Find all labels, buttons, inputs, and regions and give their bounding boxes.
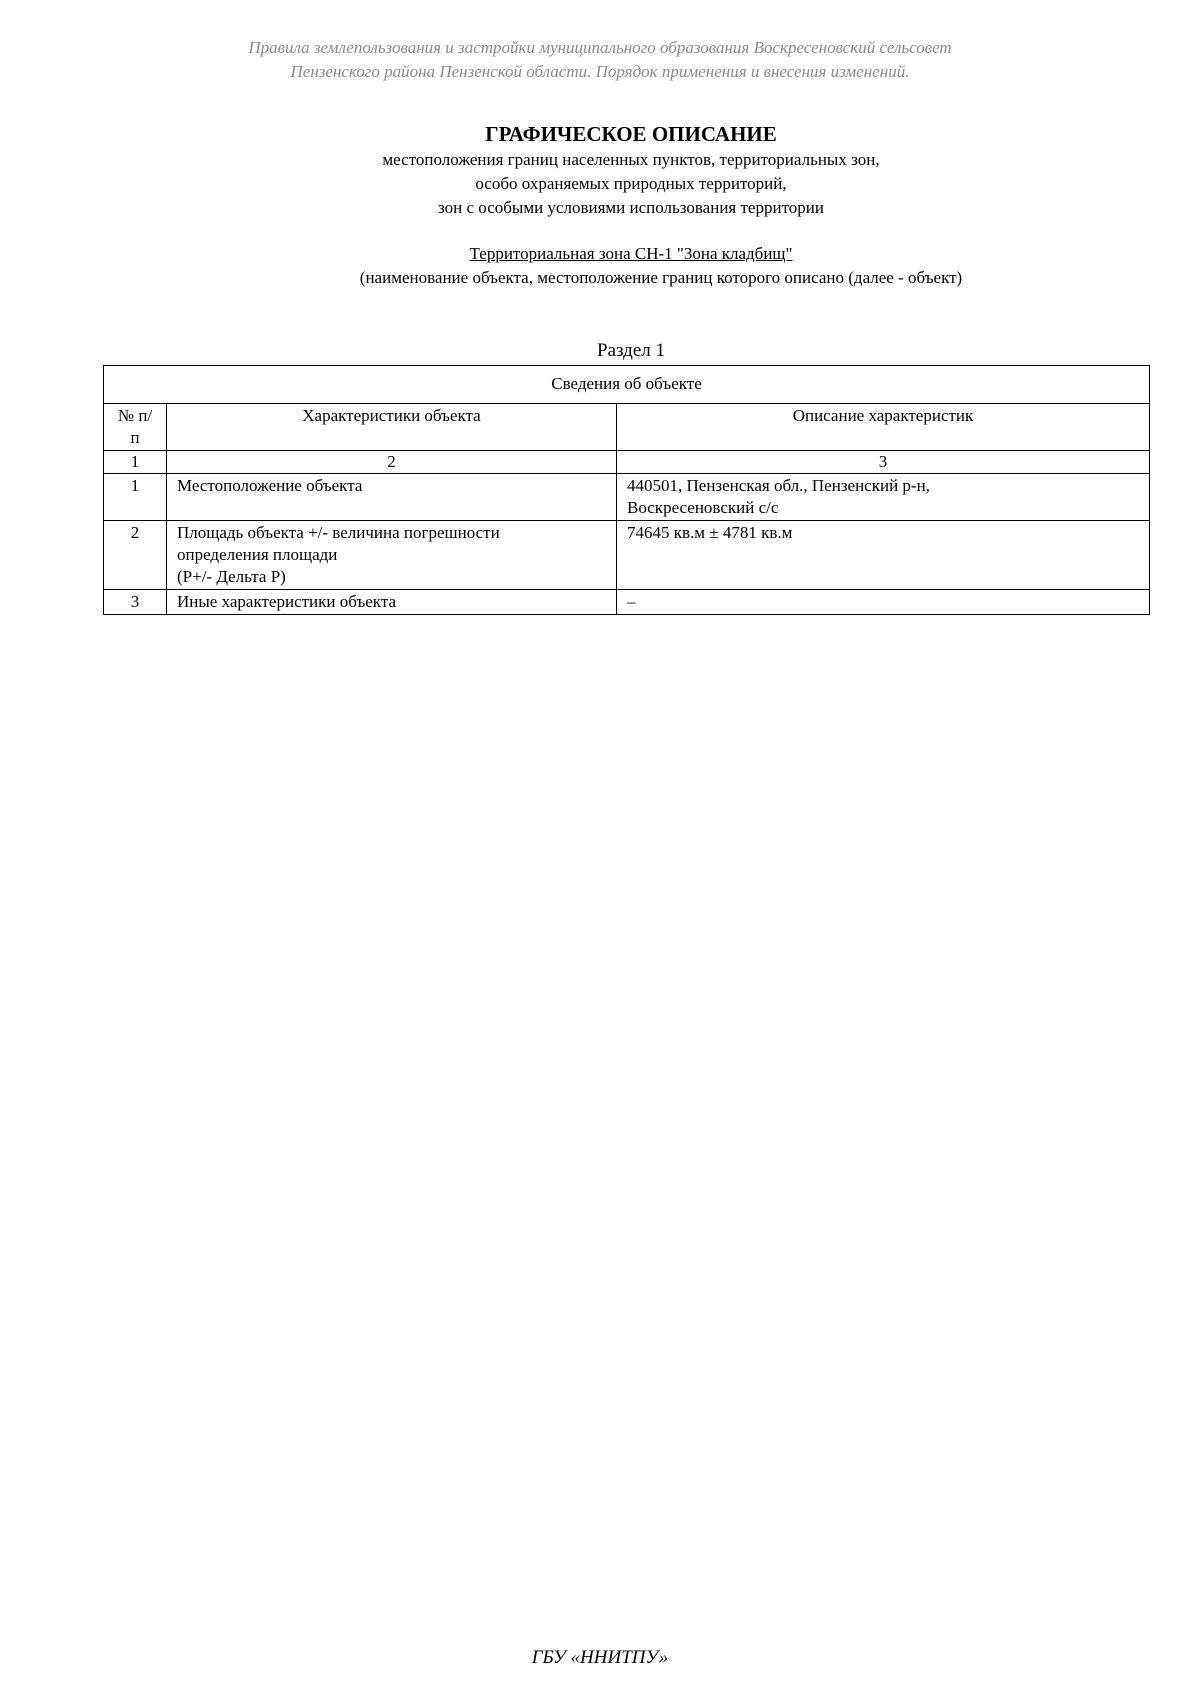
subtitle-line-1: местоположения границ населенных пунктов, территориальных зон, [382,150,880,169]
table-row [104,474,1150,521]
column-number-3: 3 [617,451,1150,474]
object-name-caption: (наименование объекта, местоположение границ которого описано (далее - объект) [359,268,963,287]
row-num: 3 [104,590,167,615]
column-header-num: № п/п [104,404,167,451]
row-description: 74645 кв.м ± 4781 кв.м [617,521,1150,590]
running-header-line-2: Пензенского района Пензенской области. Порядок применения и внесения изменений. [290,62,910,81]
row-characteristic: Местоположение объекта [167,474,617,521]
row-description: – [617,590,1150,615]
object-name: Территориальная зона СН-1 "Зона кладбищ" [469,244,793,263]
row-description-line: Воскресеновский с/с [627,498,779,517]
column-numbers-row [104,451,1150,474]
column-header-description: Описание характеристик [617,404,1150,451]
subtitle-line-3: зон с особыми условиями использования территории [438,198,824,217]
column-header-characteristic: Характеристики объекта [167,404,617,451]
running-header [0,36,1200,84]
subtitle-line-2: особо охраняемых природных территорий, [475,174,787,193]
column-number-1: 1 [104,451,167,474]
section-title: Раздел 1 [597,340,665,361]
row-characteristic-line: (P+/- Дельта P) [177,567,286,586]
row-characteristic-line: Площадь объекта +/- величина погрешности [177,523,500,542]
row-num: 1 [104,474,167,521]
row-description [617,474,1150,521]
object-info-table [103,365,1150,615]
document-title: ГРАФИЧЕСКОЕ ОПИСАНИЕ [485,122,777,146]
row-description-line: 440501, Пензенская обл., Пензенский р-н, [627,476,930,495]
row-characteristic: Иные характеристики объекта [167,590,617,615]
page-footer: ГБУ «ННИТПУ» [531,1647,669,1668]
table-row [104,521,1150,590]
column-number-2: 2 [167,451,617,474]
running-header-line-1: Правила землепользования и застройки муниципального образования Воскресеновский сельсовет [248,38,952,57]
row-num: 2 [104,521,167,590]
row-characteristic [167,521,617,590]
title-block [0,120,1200,220]
object-name-block [0,242,1200,290]
table-caption-row [104,366,1150,404]
table-row [104,590,1150,615]
row-characteristic-line: определения площади [177,545,338,564]
table-header-row [104,404,1150,451]
table-caption: Сведения об объекте [104,366,1150,404]
